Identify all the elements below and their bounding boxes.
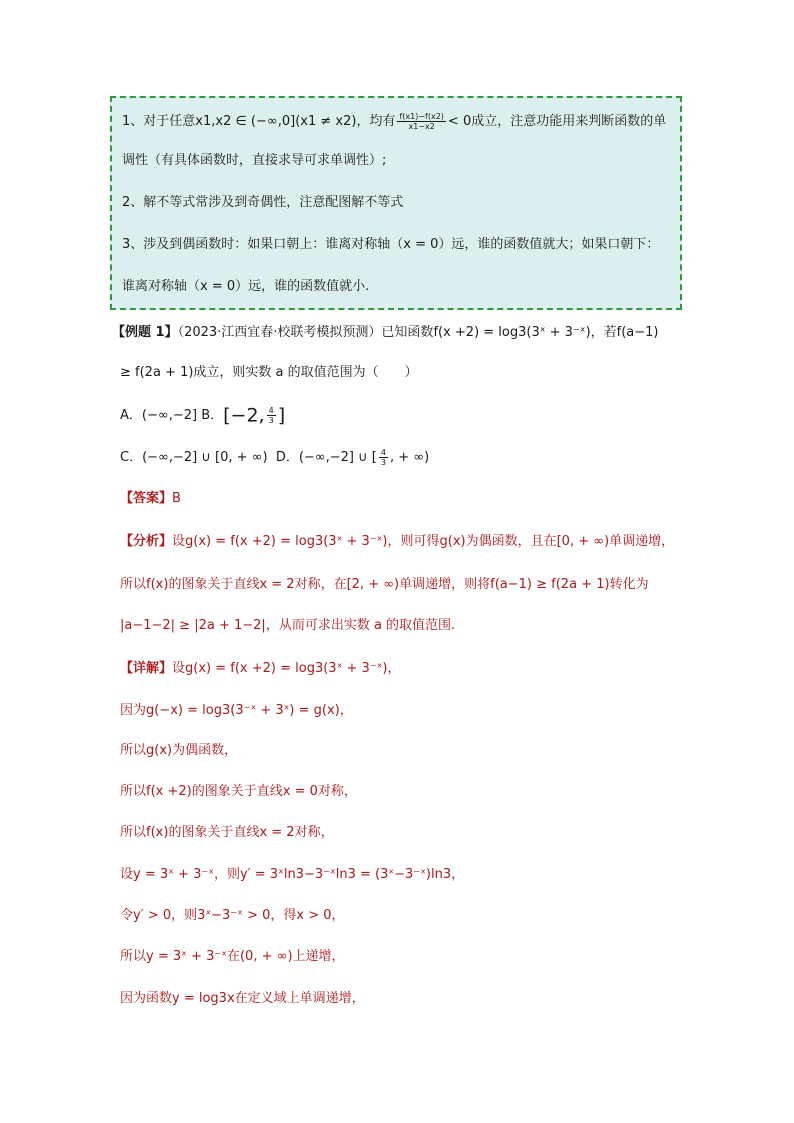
fraction-numerator: f(x1)−f(x2) [399,112,444,121]
detail-x-positive: x > 0 [296,908,332,923]
text: 对称，在 [294,577,347,592]
fraction-denominator: 3 [268,416,274,425]
detail-line-6 [120,866,464,884]
text: ， [387,661,401,676]
option-a-value: (−∞,−2] [141,408,198,423]
answer-line [120,490,181,508]
analysis-line-2 [120,576,649,594]
option-a-label: A． [120,408,142,423]
detail-line-2 [120,702,353,720]
text: 设 [120,867,134,882]
text: 上递增， [292,949,345,964]
detail-line-8 [120,948,345,966]
tip-item-1-fraction [397,112,445,131]
text: 所以 [120,784,147,799]
text: ，则 [213,867,240,882]
example-label: 【例题 1】 [112,325,178,340]
text: 对称， [317,784,357,799]
detail-f-shift: f(x +2) [146,784,192,799]
example-options-ab [120,406,285,425]
detail-axis-0: x = 0 [282,784,318,799]
example-source: （2023·江西宜春·校联考模拟预测）已知函数 [177,325,434,340]
option-b-fraction [267,406,276,425]
tip-item-3-text-b: ）远，谁的函数值就大；如果口朝下： [438,237,660,252]
text: 所以 [120,825,147,840]
tip-item-1 [122,112,666,131]
analysis-inequality: f(a−1) ≥ f(2a + 1) [490,577,610,592]
tip-item-2: 2、解不等式常涉及到奇偶性，注意配图解不等式 [122,195,404,210]
example-options-cd [120,448,429,467]
detail-derivative: y′ = 3ˣln3−3⁻ˣln3 = (3ˣ−3⁻ˣ)ln3 [239,867,452,882]
detail-axis-2: x = 2 [259,825,295,840]
fraction-numerator: 4 [268,406,274,415]
analysis-g: g(x) [439,534,466,549]
text: ， [339,703,353,718]
detail-log-function: y = log3x [172,991,235,1006]
option-d-fraction [379,448,388,467]
fraction-denominator: x1−x2 [408,122,435,131]
text: 在定义域上单调递增， [234,991,365,1006]
option-d-label: D． [275,450,299,465]
answer-label: 【答案】 [120,491,173,506]
tip-item-1-cont: 调性（有具体函数时，直接求导可求单调性）; [122,153,387,168]
detail-line-4 [120,783,357,801]
text: 转化为 [609,577,649,592]
text: 的图象关于直线 [168,825,260,840]
text: 对称， [294,825,334,840]
text: 单调递增，则将 [399,577,491,592]
detail-g: g(x) [146,743,173,758]
detail-line-3 [120,742,237,760]
detail-interval: (0, + ∞) [239,949,293,964]
analysis-function: g(x) = f(x +2) = log3(3ˣ + 3⁻ˣ) [185,534,388,549]
analysis-axis: x = 2 [259,577,295,592]
detail-y: y = 3ˣ + 3⁻ˣ [133,867,214,882]
example-cond-f: f(a−1) [616,325,659,340]
tip-item-3-text: 3、涉及到偶函数时：如果口朝上：谁离对称轴（ [122,237,404,252]
detail-even-check: g(−x) = log3(3⁻ˣ + 3ˣ) = g(x) [146,703,340,718]
analysis-line-1 [120,533,674,551]
tip-item-3-axis: x = 0 [403,237,439,252]
text: 为偶函数，且在 [465,534,557,549]
tip-item-1-text-d: 成立，注意功能用来判断函数的单 [471,114,667,129]
tip-item-1-vars: x1,x2 ∈ (−∞,0](x1 ≠ x2) [195,114,357,129]
text: 的图象关于直线 [191,784,283,799]
text: 令 [120,908,134,923]
example-function: f(x +2) = log3(3ˣ + 3⁻ˣ) [433,325,591,340]
option-b-left: [−2, [223,404,265,427]
text: ，则 [171,908,198,923]
example-question: 成立，则实数 a 的取值范围为（ ） [193,365,418,380]
detail-inequality: 3ˣ−3⁻ˣ > 0 [197,908,271,923]
analysis-line-3 [120,617,455,635]
fraction-denominator: 3 [380,458,386,467]
tip-item-3 [122,236,659,254]
analysis-label: 【分析】 [120,534,173,549]
text: 设 [172,534,186,549]
analysis-abs-inequality: |a−1−2| ≥ |2a + 1−2| [120,618,266,633]
tip-item-3-text-d: ）远，谁的函数值就小. [235,279,370,294]
tip-box [110,96,682,310]
option-b-right: ] [277,404,286,427]
text: ， [331,908,345,923]
text: ， [451,867,465,882]
text: 所以 [120,949,147,964]
detail-f: f(x) [146,825,169,840]
tip-item-1-less-than-zero: < 0 [447,114,472,129]
text: 为偶函数， [172,743,238,758]
detail-function: g(x) = f(x +2) = log3(3ˣ + 3⁻ˣ) [185,661,388,676]
detail-line-7 [120,907,345,925]
option-c-value: (−∞,−2] ∪ [0, + ∞) [142,450,268,465]
detail-line-1 [120,660,401,678]
detail-y-2: y = 3ˣ + 3⁻ˣ [146,949,227,964]
answer-value: B [172,491,181,506]
option-b-label: B． [201,408,224,423]
text: 的图象关于直线 [168,577,260,592]
tip-item-1-text-b: ，均有 [356,114,396,129]
text: 所以 [120,577,147,592]
tip-item-3-text-c: 谁离对称轴（ [122,279,201,294]
analysis-interval: [0, + ∞) [556,534,610,549]
example-line-1 [112,324,659,342]
detail-derivative-positive: y′ > 0 [133,908,172,923]
text: 因为 [120,703,147,718]
text: ，从而可求出实数 a 的取值范围. [265,618,456,633]
text: 设 [172,661,186,676]
text: ，则可得 [387,534,440,549]
tip-item-3-axis-2: x = 0 [200,279,236,294]
text: 在 [226,949,240,964]
example-line-2 [120,364,418,382]
text: ，得 [270,908,297,923]
example-inequality: ≥ f(2a + 1) [120,365,194,380]
tip-item-3-cont [122,278,369,296]
tip-item-1-text: 1、对于任意 [122,114,196,129]
detail-line-9 [120,990,365,1008]
analysis-f: f(x) [146,577,169,592]
text: 因为函数 [120,991,173,1006]
analysis-interval-2: [2, + ∞) [346,577,400,592]
fraction-numerator: 4 [380,448,386,457]
detail-line-5 [120,824,334,842]
option-c-label: C． [120,450,143,465]
option-d-right: , + ∞) [389,450,430,465]
text: 单调递增， [609,534,675,549]
detail-label: 【详解】 [120,661,173,676]
option-d-left: (−∞,−2] ∪ [ [298,450,377,465]
text: 所以 [120,743,147,758]
example-cond-text: ，若 [590,325,617,340]
